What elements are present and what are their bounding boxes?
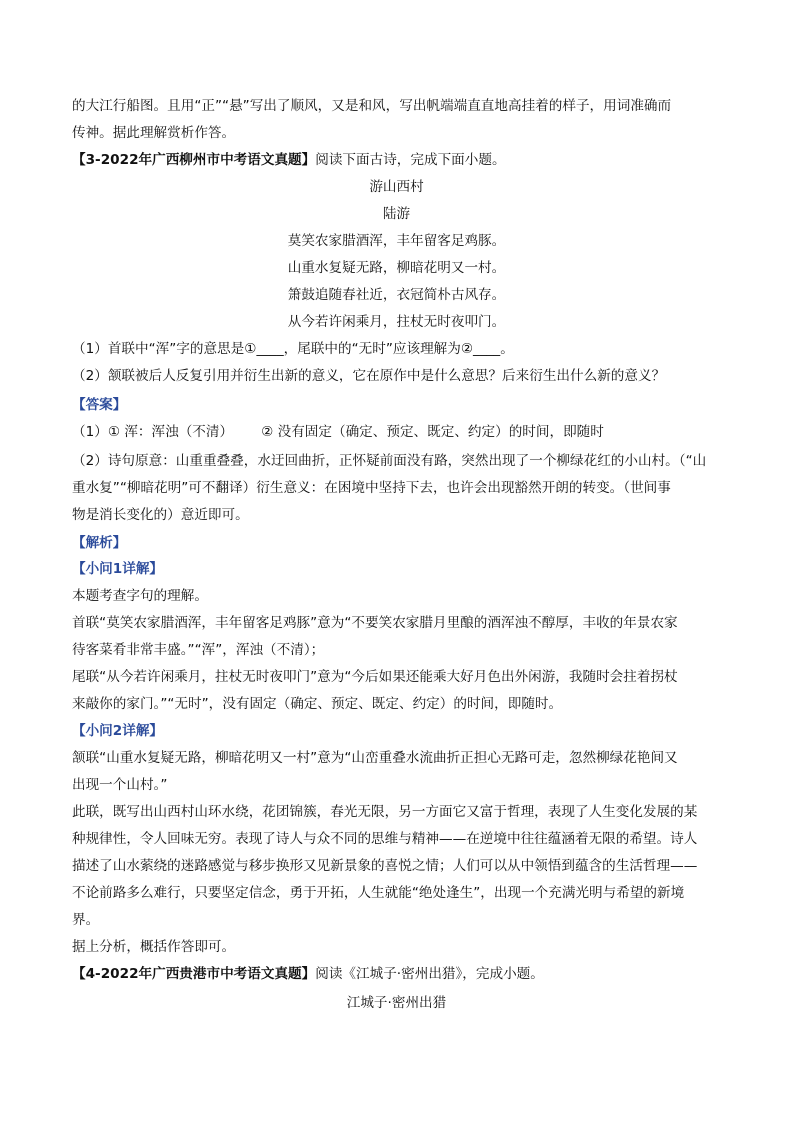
analysis-line: 据上分析，概括作答即可。 — [72, 939, 236, 955]
analysis-line: 来敲你的家门。”“无时”，没有固定（确定、预定、既定、约定）的时间，即随时。 — [72, 696, 563, 712]
question-item-2: （2）颔联被后人反复引用并衍生出新的意义，它在原作中是什么意思？后来衍生出什么新的意义？ — [72, 368, 666, 384]
sub-question-2-header: 【小问2详解】 — [72, 723, 164, 739]
answer-line: 重水复”“柳暗花明”可不翻译）衍生意义：在困境中坚持下去，也许会出现豁然开朗的转变。（世间事 — [72, 480, 671, 496]
poem-title-2: 江城子·密州出猎 — [346, 995, 447, 1011]
answer-1b: ② 没有固定（确定、预定、既定、约定）的时间，即随时 — [261, 424, 604, 440]
answer-item-1 — [72, 423, 604, 441]
question-4-prompt: 阅读《江城子·密州出猎》，完成小题。 — [315, 966, 544, 982]
poem-line: 从今若许闲乘月，拄杖无时夜叩门。 — [287, 314, 506, 330]
analysis-line: 此联，既写出山西村山环水绕，花团锦簇，春光无限，另一方面它又富于哲理，表现了人生变化发展的某 — [72, 804, 698, 820]
question-item-1: （1）首联中“浑”字的意思是①____，尾联中的“无时”应该理解为②____。 — [72, 341, 514, 357]
answer-1a: （1）① 浑：浑浊（不清） — [72, 424, 234, 440]
intro-line: 传神。据此理解赏析作答。 — [72, 125, 236, 141]
question-3-heading — [72, 151, 506, 169]
answer-line: 物是消长变化的）意近即可。 — [72, 507, 249, 523]
poem-title: 游山西村 — [369, 179, 424, 195]
analysis-line: 出现一个山村。” — [72, 777, 168, 793]
poem-author: 陆游 — [382, 206, 411, 222]
analysis-line: 颔联“山重水复疑无路，柳暗花明又一村”意为“山峦重叠水流曲折正担心无路可走，忽然柳绿花艳间又 — [72, 750, 678, 766]
analysis-line: 尾联“从今若许闲乘月，拄杖无时夜叩门”意为“今后如果还能乘大好月色出外闲游，我随时会拄着拐杖 — [72, 669, 678, 685]
analysis-line: 界。 — [72, 912, 100, 928]
sub-question-1-header: 【小问1详解】 — [72, 561, 164, 577]
analysis-line: 待客菜肴非常丰盛。”“浑”，浑浊（不清）； — [72, 642, 325, 658]
poem-line: 莫笑农家腊酒浑，丰年留客足鸡豚。 — [287, 233, 506, 249]
analysis-line: 本题考查字句的理解。 — [72, 588, 208, 604]
poem-line: 山重水复疑无路，柳暗花明又一村。 — [287, 260, 506, 276]
answer-header: 【答案】 — [72, 397, 127, 413]
question-3-prompt: 阅读下面古诗，完成下面小题。 — [315, 152, 506, 168]
analysis-line: 首联“莫笑农家腊酒浑，丰年留客足鸡豚”意为“不要笑农家腊月里酿的酒浑浊不醇厚，丰收的年景农家 — [72, 615, 678, 631]
analysis-line: 不论前路多么难行，只要坚定信念，勇于开拓，人生就能“绝处逢生”，出现一个充满光明与希望的新境 — [72, 885, 685, 901]
poem-line: 箫鼓追随春社近，衣冠简朴古风存。 — [287, 287, 506, 303]
question-3-tag: 【3-2022年广西柳州市中考语文真题】 — [72, 152, 316, 168]
analysis-header: 【解析】 — [72, 535, 127, 551]
question-4-tag: 【4-2022年广西贵港市中考语文真题】 — [72, 966, 316, 982]
intro-line: 的大江行船图。且用“正”“悬”写出了顺风，又是和风，写出帆端端直直地高挂着的样子，用词准确而 — [72, 98, 672, 114]
analysis-line: 描述了山水萦绕的迷路感觉与移步换形又见新景象的喜悦之情；人们可以从中领悟到蕴含的生活哲理—— — [72, 858, 698, 874]
answer-line: （2）诗句原意：山重重叠叠，水迂回曲折，正怀疑前面没有路，突然出现了一个柳绿花红的小山村。（“山 — [72, 453, 707, 469]
analysis-line: 种规律性，令人回味无穷。表现了诗人与众不同的思维与精神——在逆境中往往蕴涵着无限的希望。诗人 — [72, 831, 698, 847]
question-4-heading — [72, 965, 544, 983]
